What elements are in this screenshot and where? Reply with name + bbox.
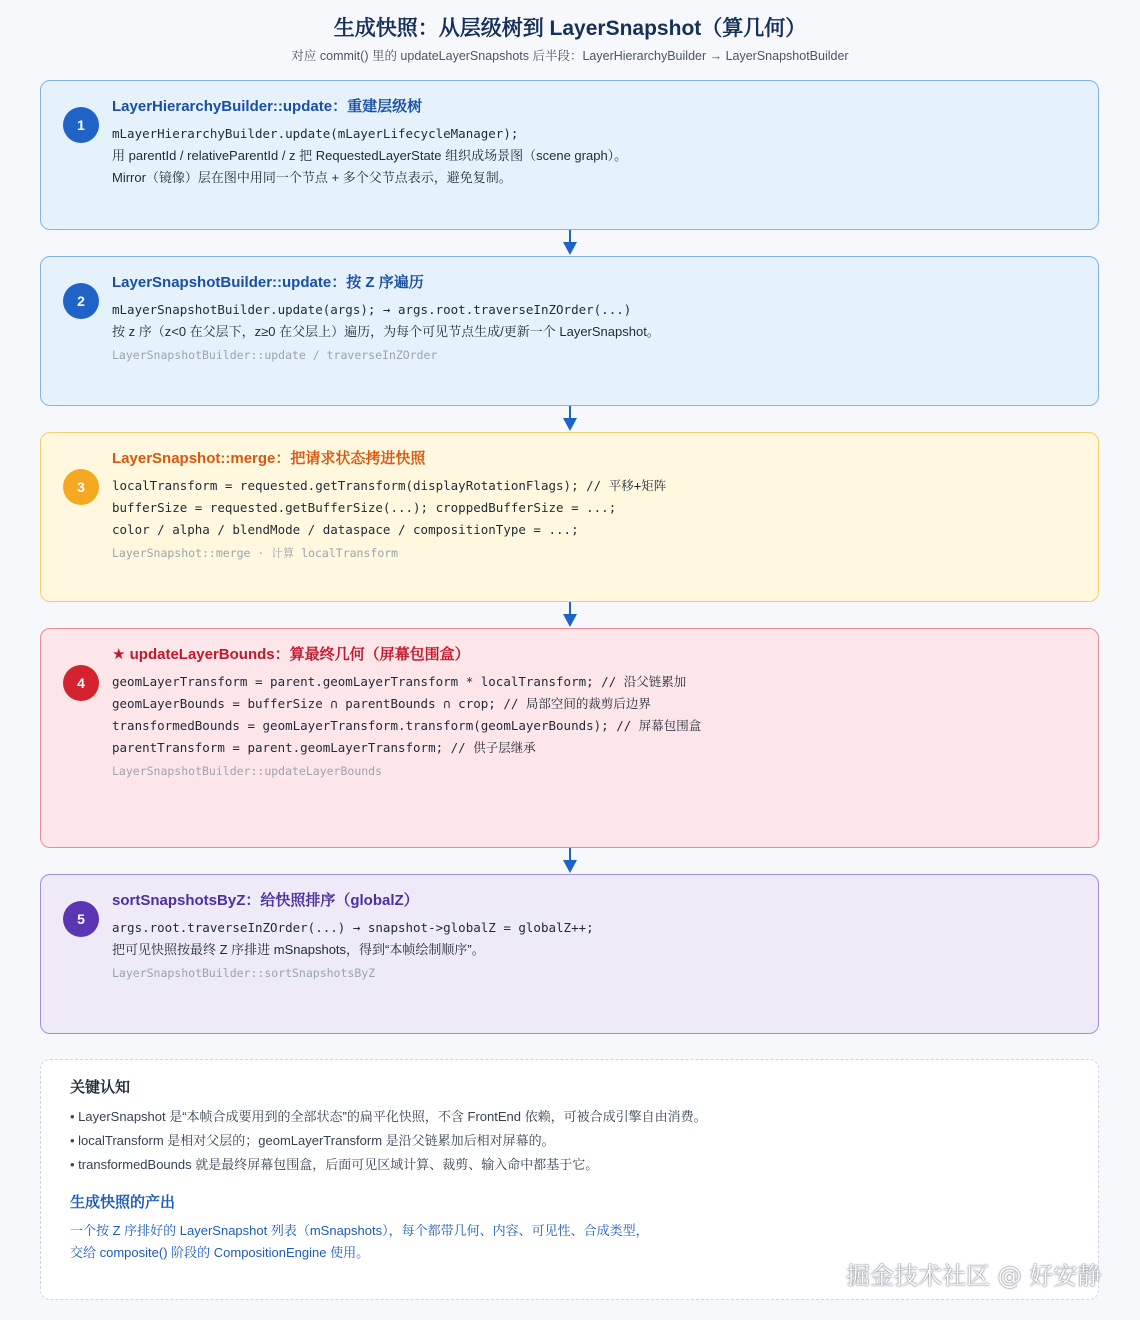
step-heading: sortSnapshotsByZ：给快照排序（globalZ） (112, 892, 419, 909)
code-line: transformedBounds = geomLayerTransform.transform(geomLayerBounds); // 屏幕包围盒 (112, 718, 702, 733)
code-line: args.root.traverseInZOrder(...) → snapshot->globalZ = globalZ++; (112, 920, 594, 935)
step-card-5 (40, 874, 1099, 1034)
connector-arrow-icon (561, 406, 579, 432)
page-subtitle: 对应 commit() 里的 updateLayerSnapshots 后半段：LayerHierarchyBuilder → LayerSnapshotBuilder (291, 49, 849, 63)
output-heading: 生成快照的产出 (70, 1194, 176, 1211)
page-title: 生成快照：从层级树到 LayerSnapshot（算几何） (333, 17, 807, 40)
connector-arrow-icon (561, 230, 579, 256)
description-line: 把可见快照按最终 Z 序排进 mSnapshots，得到“本帧绘制顺序”。 (112, 942, 485, 957)
watermark: 掘金技术社区 @ 好安静 (846, 1262, 1102, 1290)
step-card-2 (40, 256, 1099, 406)
step-number-badge: 5 (63, 901, 99, 937)
code-line: geomLayerBounds = bufferSize ∩ parentBounds ∩ crop; // 局部空间的裁剪后边界 (112, 696, 651, 711)
description-line: 用 parentId / relativeParentId / z 把 RequestedLayerState 组织成场景图（scene graph）。 (112, 148, 628, 163)
step-heading: LayerSnapshot::merge：把请求状态拷进快照 (112, 450, 426, 467)
code-line: geomLayerTransform = parent.geomLayerTransform * localTransform; // 沿父链累加 (112, 674, 687, 689)
key-insight-bullet: • localTransform 是相对父层的；geomLayerTransform 是沿父链累加后相对屏幕的。 (70, 1133, 555, 1148)
output-line: 一个按 Z 序排好的 LayerSnapshot 列表（mSnapshots），每个都带几何、内容、可见性、合成类型， (70, 1223, 649, 1238)
step-card-4 (40, 628, 1099, 848)
code-line: bufferSize = requested.getBufferSize(...); croppedBufferSize = ...; (112, 500, 617, 515)
key-insight-bullet: • transformedBounds 就是最终屏幕包围盒，后面可见区域计算、裁剪、输入命中都基于它。 (70, 1157, 599, 1172)
step-number-badge: 1 (63, 107, 99, 143)
step-card-3 (40, 432, 1099, 602)
key-insights-heading: 关键认知 (70, 1079, 131, 1096)
output-line: 交给 composite() 阶段的 CompositionEngine 使用。 (70, 1245, 370, 1260)
step-number-badge: 4 (63, 665, 99, 701)
connector-arrow-icon (561, 602, 579, 628)
key-insight-bullet: • LayerSnapshot 是“本帧合成要用到的全部状态”的扁平化快照，不含 FrontEnd 依赖，可被合成引擎自由消费。 (70, 1109, 707, 1124)
code-line: mLayerHierarchyBuilder.update(mLayerLifecycleManager); (112, 126, 519, 141)
code-line: color / alpha / blendMode / dataspace / compositionType = ...; (112, 522, 579, 537)
step-number-badge: 2 (63, 283, 99, 319)
step-number-badge: 3 (63, 469, 99, 505)
source-reference: LayerSnapshotBuilder::update / traverseInZOrder (112, 348, 438, 362)
source-reference: LayerSnapshotBuilder::sortSnapshotsByZ (112, 966, 376, 980)
step-heading: LayerSnapshotBuilder::update：按 Z 序遍历 (112, 274, 424, 291)
description-line: 按 z 序（z<0 在父层下，z≥0 在父层上）遍历，为每个可见节点生成/更新一个 LayerSnapshot。 (112, 324, 660, 339)
source-reference: LayerSnapshot::merge · 计算 localTransform (112, 546, 399, 560)
code-line: localTransform = requested.getTransform(displayRotationFlags); // 平移+矩阵 (112, 478, 667, 493)
connector-arrow-icon (561, 848, 579, 874)
description-line: Mirror（镜像）层在图中用同一个节点 + 多个父节点表示，避免复制。 (112, 170, 512, 185)
step-heading: ★ updateLayerBounds：算最终几何（屏幕包围盒） (112, 646, 470, 663)
code-line: mLayerSnapshotBuilder.update(args); → args.root.traverseInZOrder(...) (112, 302, 632, 317)
step-heading: LayerHierarchyBuilder::update：重建层级树 (112, 98, 423, 115)
source-reference: LayerSnapshotBuilder::updateLayerBounds (112, 764, 383, 778)
step-card-1 (40, 80, 1099, 230)
code-line: parentTransform = parent.geomLayerTransform; // 供子层继承 (112, 740, 536, 755)
